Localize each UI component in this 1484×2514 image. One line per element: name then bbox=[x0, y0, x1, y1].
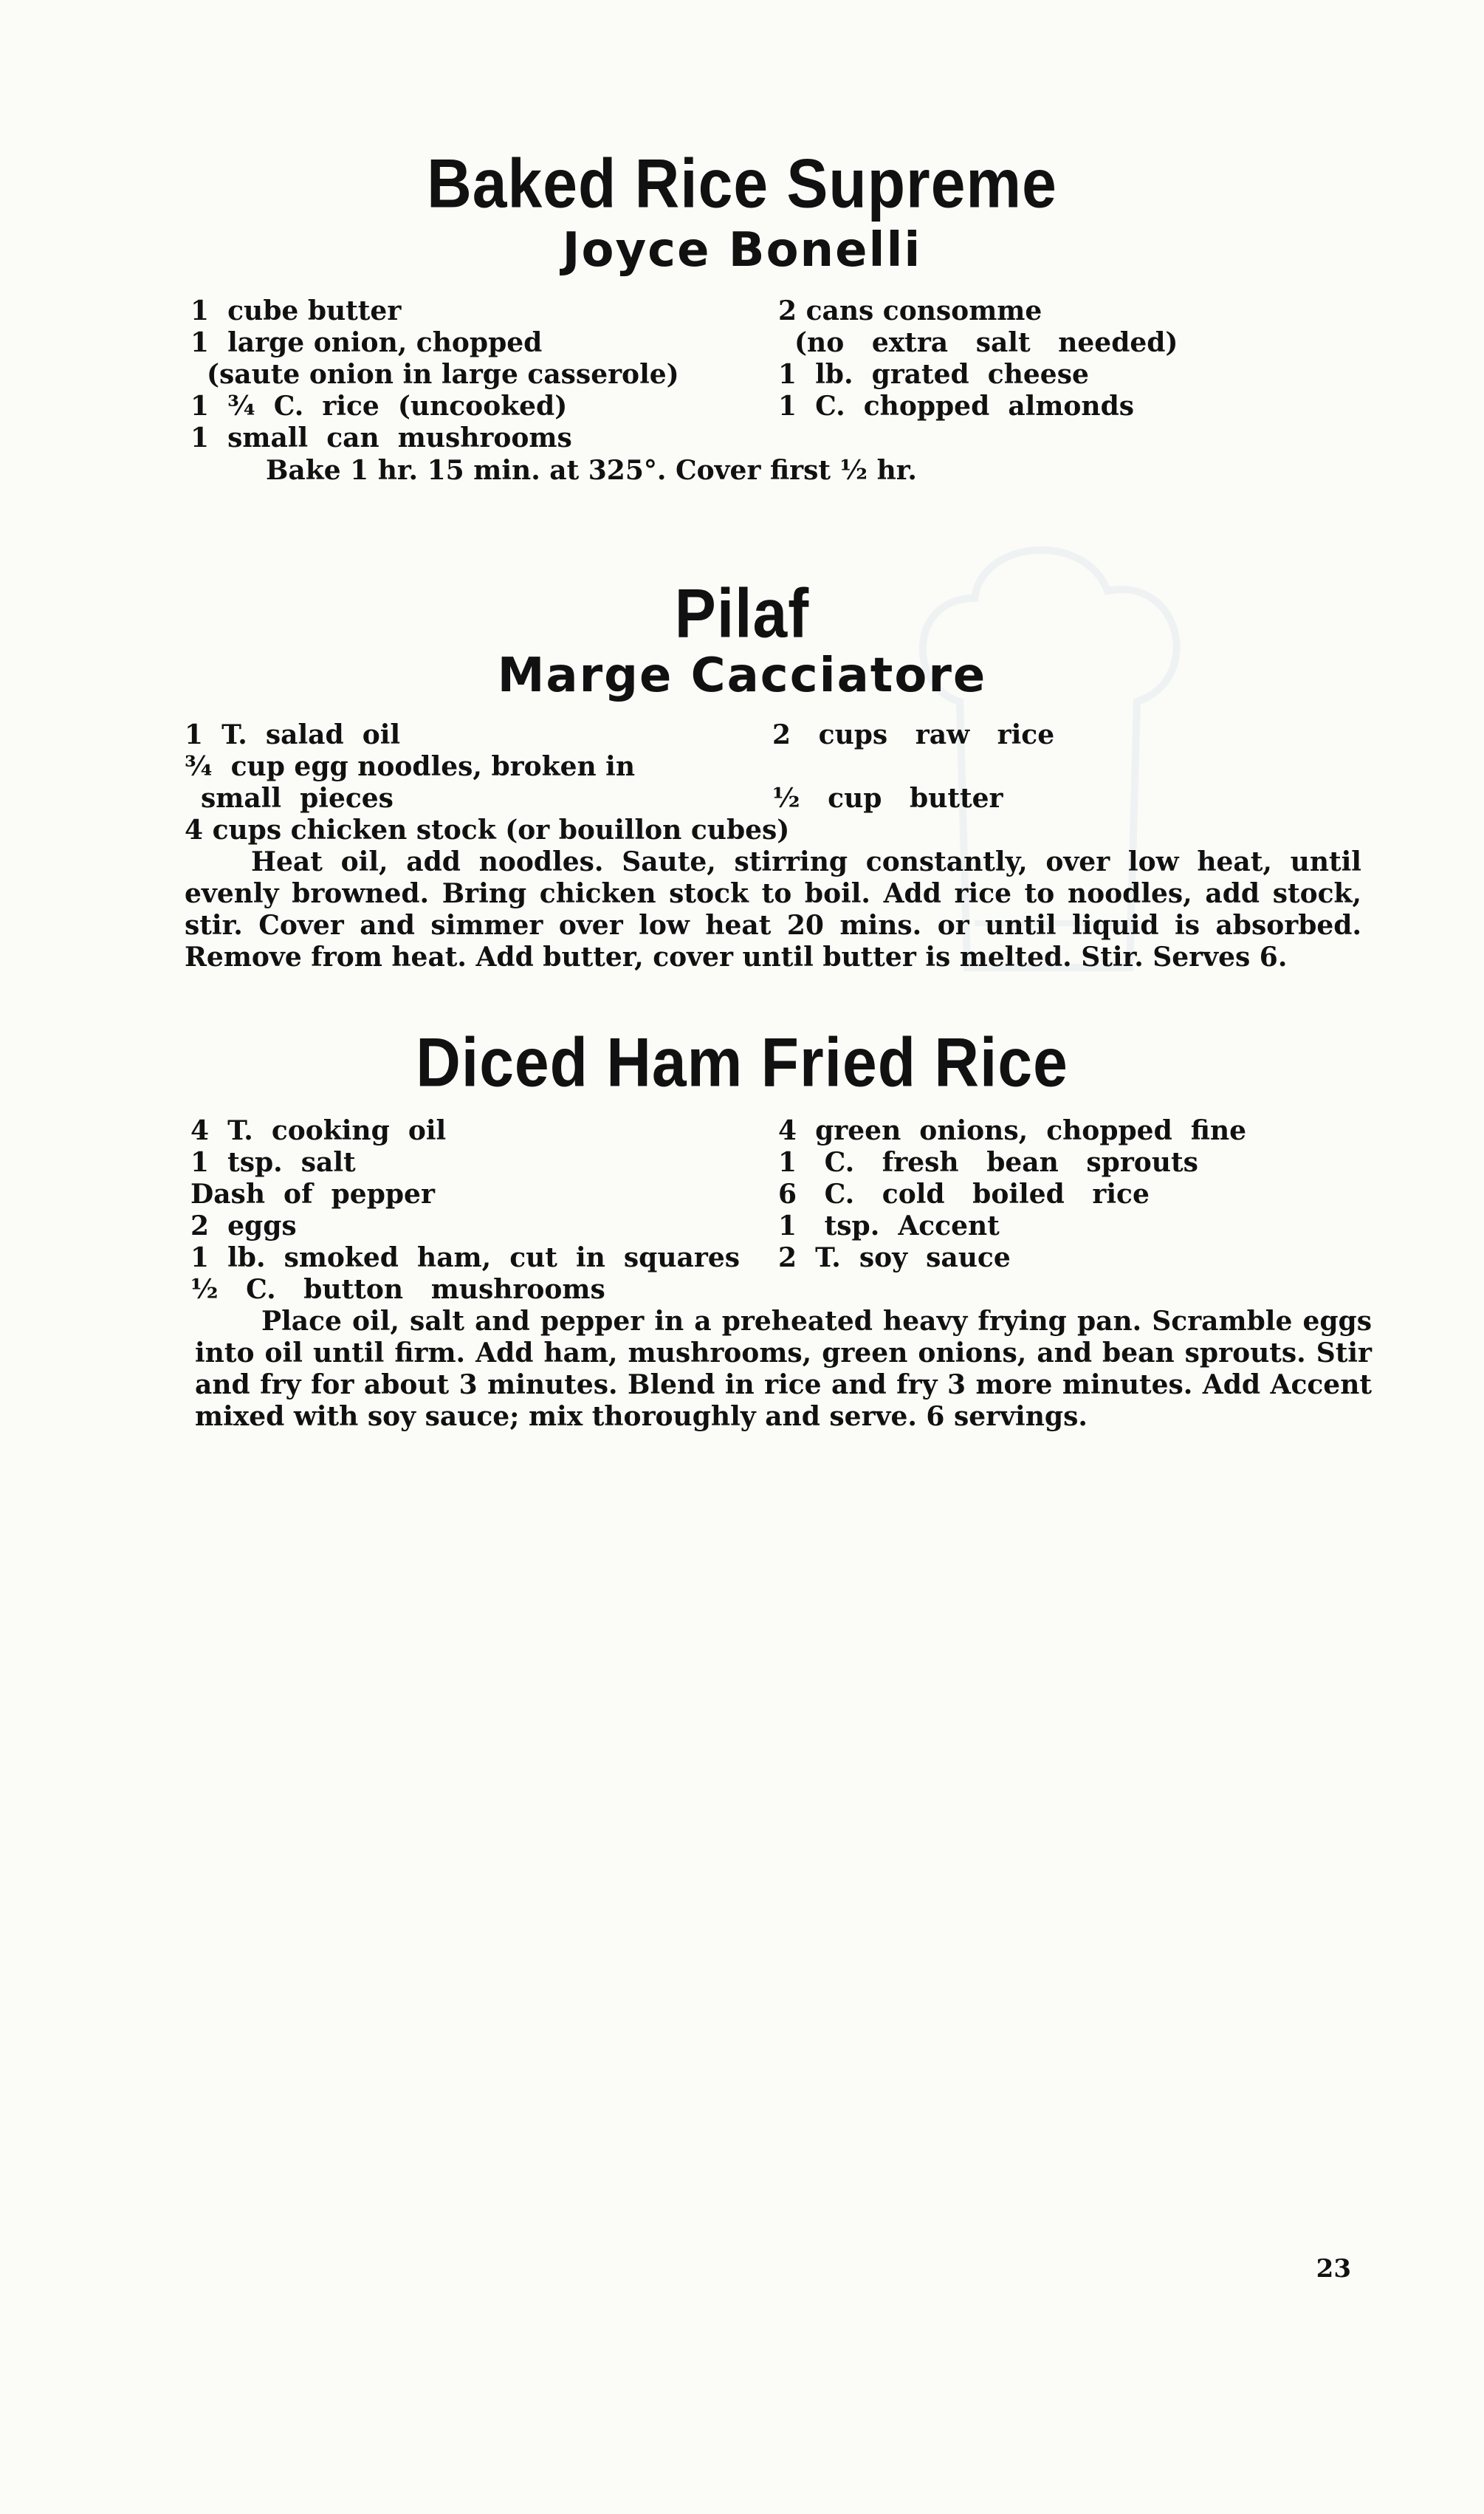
ingredient-column-left bbox=[185, 719, 635, 815]
ingredient-note: small pieces bbox=[201, 783, 394, 814]
ingredient-column-right bbox=[772, 719, 1054, 815]
ingredient-list bbox=[190, 1115, 1342, 1315]
page-number: 23 bbox=[1316, 2254, 1351, 2284]
ingredient-note: (saute onion in large casserole) bbox=[207, 359, 679, 390]
ingredient-item: 6 C. cold boiled rice bbox=[778, 1179, 1150, 1210]
ingredient-item: ½ C. button mushrooms bbox=[190, 1274, 605, 1305]
ingredient-item: 2 cups raw rice bbox=[772, 719, 1055, 750]
ingredient-item: ½ cup butter bbox=[772, 783, 1003, 814]
recipe-directions: Place oil, salt and pepper in a preheated heavy frying pan. Scramble eggs into oil until firm. Add ham, mushrooms, green onions, and bean sprouts. Stir and fry for about 3 minutes. Blend in rice and fry 3 more minutes. Add Accent mixed with soy sauce; mix thoroughly and serve. 6 servings. bbox=[195, 1306, 1372, 1432]
ingredient-item: Dash of pepper bbox=[190, 1179, 435, 1210]
ingredient-column-right bbox=[778, 1115, 1246, 1274]
ingredient-item: 4 cups chicken stock (or bouillon cubes) bbox=[185, 815, 790, 846]
ingredient-item: 1 lb. grated cheese bbox=[778, 359, 1089, 390]
ingredient-note: (no extra salt needed) bbox=[794, 327, 1178, 358]
ingredient-item: 1 C. fresh bean sprouts bbox=[778, 1147, 1198, 1178]
ingredient-item: 2 eggs bbox=[190, 1210, 297, 1241]
ingredient-column-left bbox=[190, 295, 679, 454]
ingredient-item: 4 green onions, chopped fine bbox=[778, 1115, 1247, 1146]
recipe-directions: Heat oil, add noodles. Saute, stirring constantly, over low heat, until evenly browned. Bring chicken stock to boil. Add rice to noodles, add stock, stir. Cover and simmer over low heat 20 mins. or until liquid is absorbed. Remove from heat. Add butter, cover until butter is melted. Stir. Serves 6. bbox=[185, 846, 1361, 973]
ingredient-list bbox=[185, 719, 1351, 823]
ingredient-item: ¾ cup egg noodles, broken in bbox=[185, 751, 636, 782]
ingredient-item: 4 T. cooking oil bbox=[190, 1115, 447, 1146]
ingredient-list bbox=[190, 295, 1313, 458]
ingredient-item: 1 C. chopped almonds bbox=[778, 391, 1135, 422]
recipe-title: Baked Rice Supreme bbox=[427, 144, 1057, 222]
recipe-author: Marge Cacciatore bbox=[497, 648, 987, 703]
ingredient-column-right bbox=[778, 295, 1178, 422]
ingredient-item: 1 large onion, chopped bbox=[190, 327, 543, 358]
ingredient-spacer bbox=[772, 751, 1054, 783]
recipe-title: Diced Ham Fried Rice bbox=[416, 1023, 1068, 1101]
ingredient-column-left bbox=[190, 1115, 740, 1306]
ingredient-item: 2 T. soy sauce bbox=[778, 1242, 1011, 1273]
ingredient-item: 1 T. salad oil bbox=[185, 719, 401, 750]
recipe-author: Joyce Bonelli bbox=[562, 223, 922, 278]
bake-instructions: Bake 1 hr. 15 min. at 325°. Cover first ½ hr. bbox=[266, 455, 917, 486]
ingredient-item: 1 cube butter bbox=[190, 295, 402, 326]
ingredient-item: 1 lb. smoked ham, cut in squares bbox=[190, 1242, 740, 1273]
ingredient-item: 1 ¾ C. rice (uncooked) bbox=[190, 391, 568, 422]
recipe-title: Pilaf bbox=[674, 574, 810, 652]
ingredient-item: 1 tsp. Accent bbox=[778, 1210, 1000, 1241]
ingredient-item: 1 small can mushrooms bbox=[190, 422, 572, 453]
ingredient-item: 2 cans consomme bbox=[778, 295, 1042, 326]
ingredient-item: 1 tsp. salt bbox=[190, 1147, 356, 1178]
